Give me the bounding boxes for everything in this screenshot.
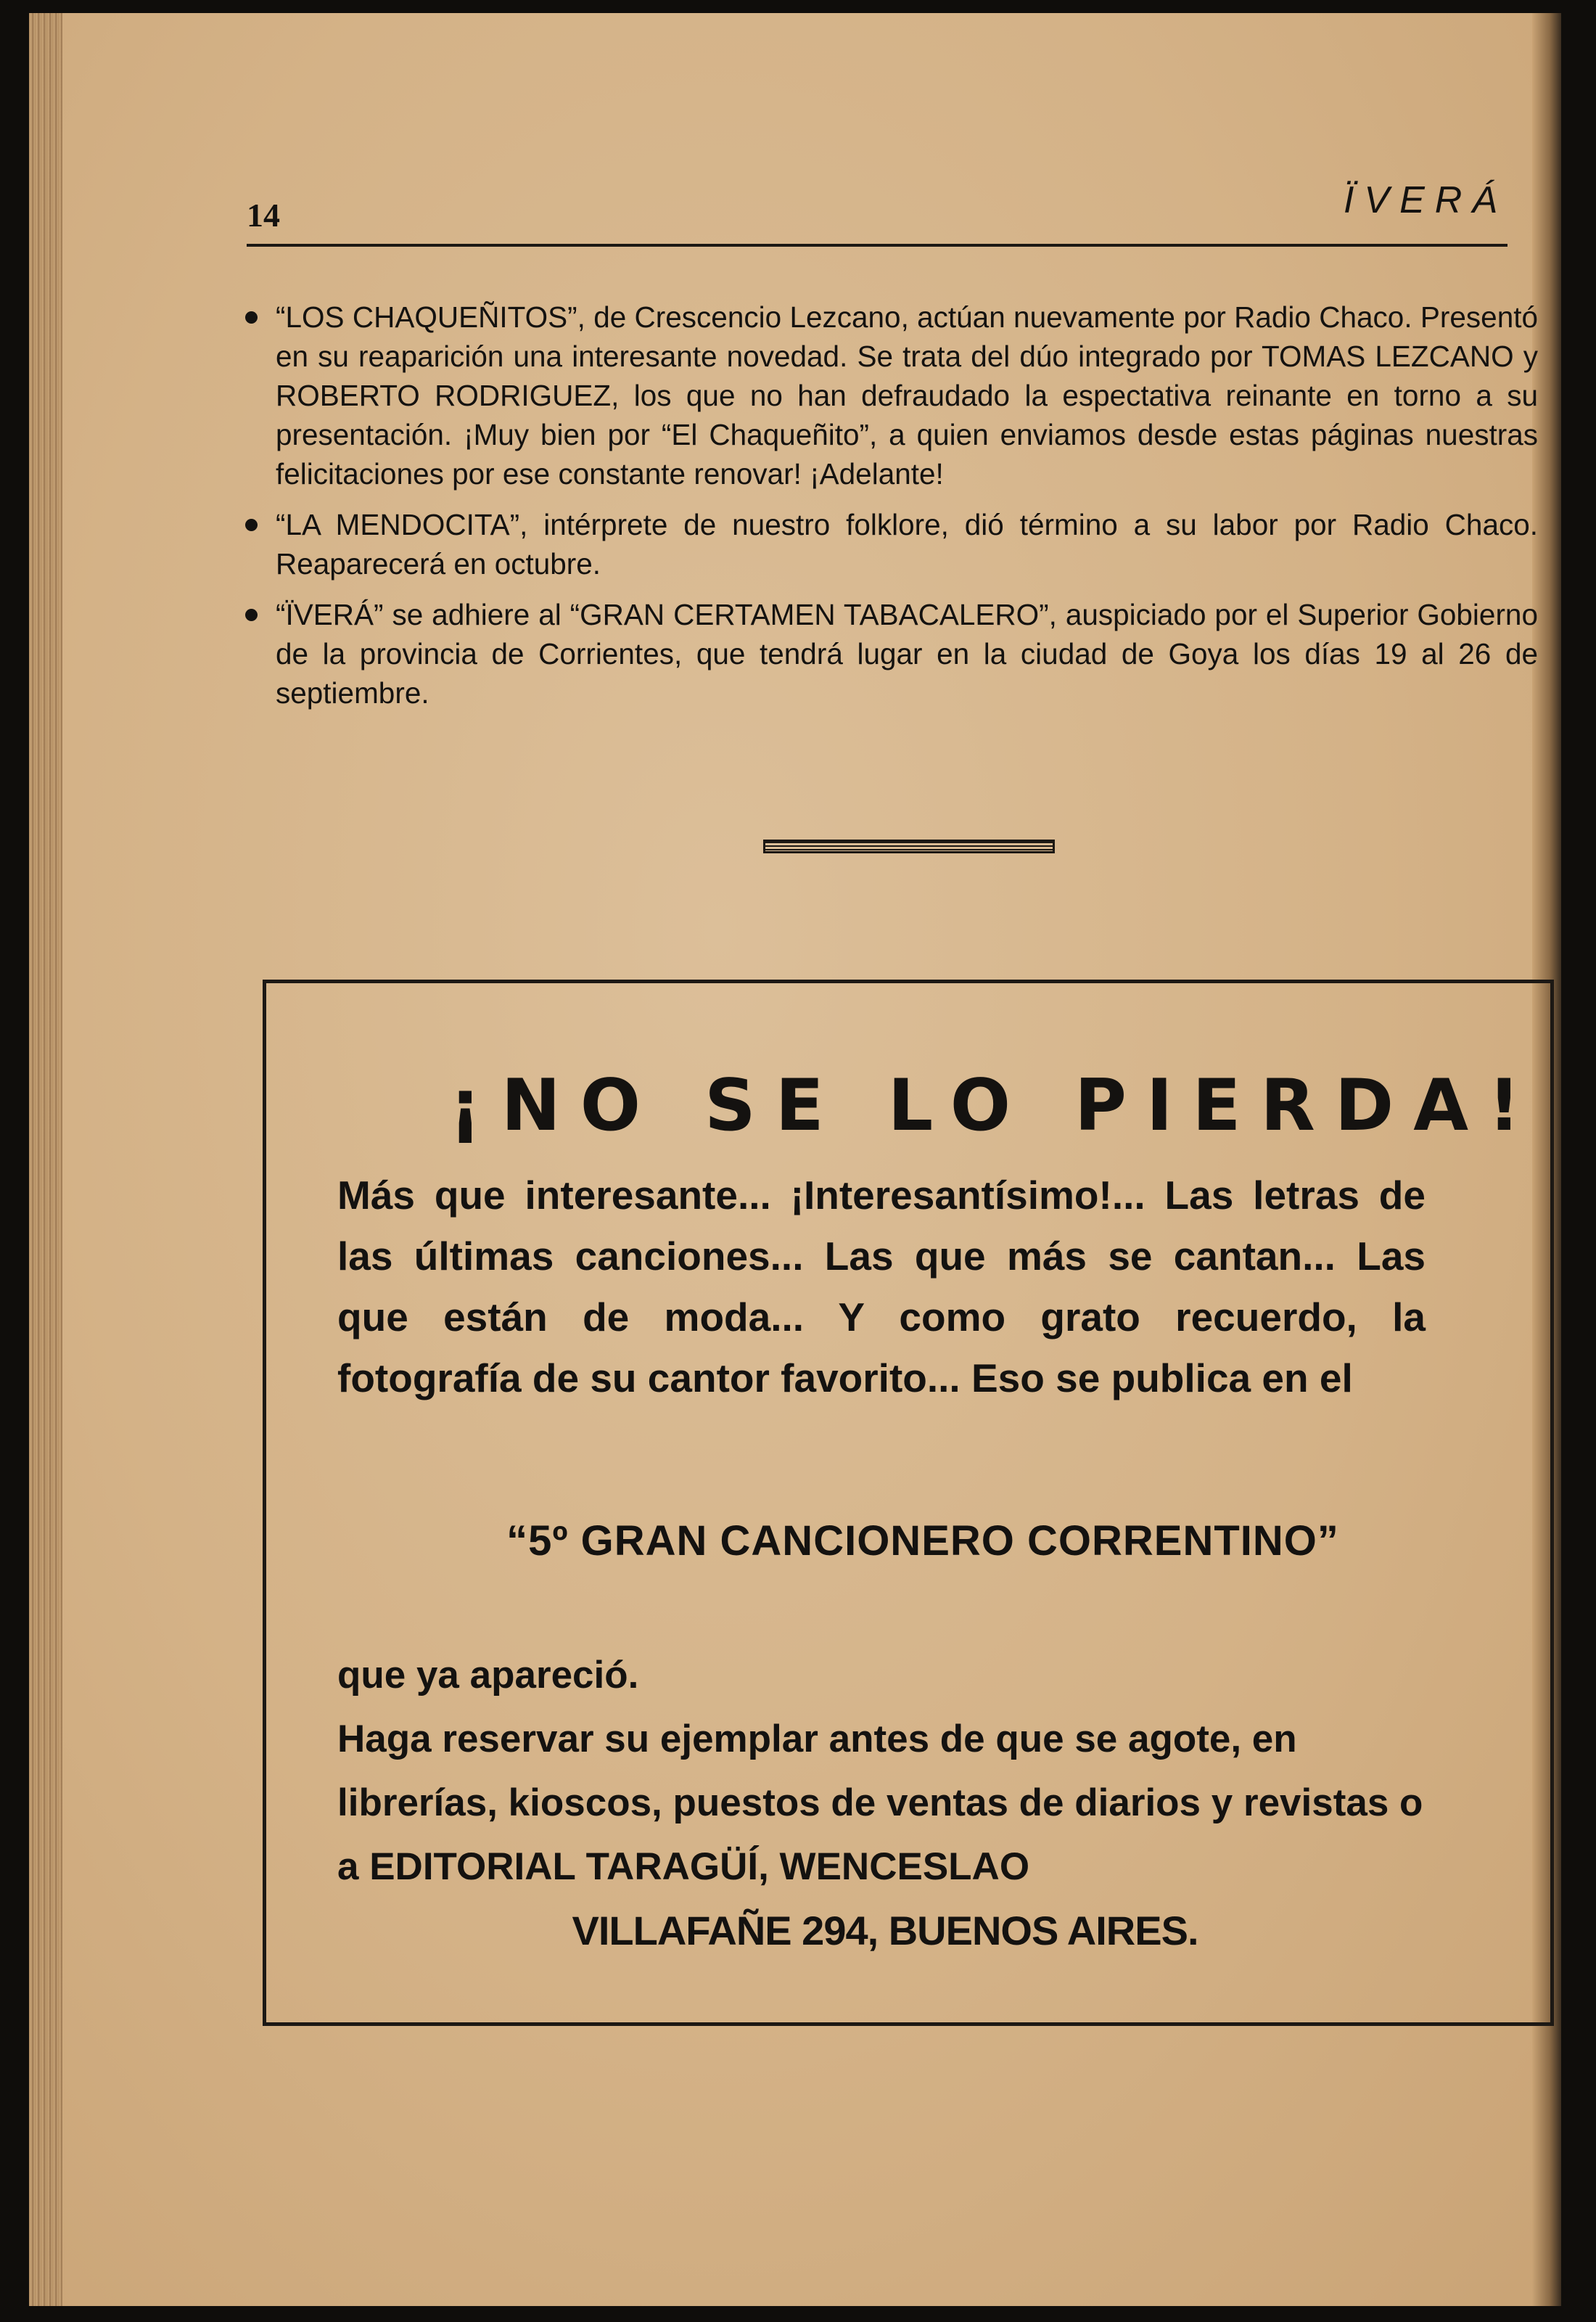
advertisement-box xyxy=(263,980,1554,2026)
news-item-text: “LA MENDOCITA”, intérprete de nuestro folklore, dió término a su labor por Radio Chaco. Reaparecerá en octubre. xyxy=(276,508,1538,580)
news-item xyxy=(276,298,1538,493)
bullet-icon xyxy=(245,519,258,531)
news-item xyxy=(276,505,1538,583)
ad-address: VILLAFAÑE 294, BUENOS AIRES. xyxy=(572,1908,1198,1953)
ad-line: que ya apareció. xyxy=(337,1654,639,1697)
page-number: 14 xyxy=(247,197,280,234)
running-head: ÏVERÁ xyxy=(1343,179,1507,221)
news-item-text: “LOS CHAQUEÑITOS”, de Crescencio Lezcano, actúan nuevamente por Radio Chaco. Presentó en su reaparición una interesante novedad. Se trata del dúo integrado por TOMAS LEZCANO y ROBERTO RODRIGUEZ, los que no han defraudado la espectativa reinante en torno a su presentación. ¡Muy bien por “El Chaqueñito”, a quien enviamos desde estas páginas nuestras felicitaciones por ese constante renovar! ¡Adelante! xyxy=(276,300,1538,491)
bullet-icon xyxy=(245,609,258,621)
section-separator xyxy=(763,840,1055,853)
ad-title: “5º GRAN CANCIONERO CORRENTINO” xyxy=(506,1517,1339,1564)
page-edge-left xyxy=(29,13,62,2306)
ad-body: Más que interesante... ¡Interesantísimo!... Las letras de las últimas canciones... Las que más se cantan... Las que están de moda... Y como grato recuerdo, la fotografía de su cantor favorito... Eso se publica en el xyxy=(337,1173,1426,1400)
ad-headline: ¡NO SE LO PIERDA! xyxy=(449,1064,1540,1147)
page-header xyxy=(247,179,1507,247)
news-list xyxy=(276,298,1538,724)
ad-line: Haga reservar su ejemplar antes de que se agote, en librerías, kioscos, puestos de ventas de diarios y revistas o a EDITORIAL TARAGÜÍ, WENCESLAO xyxy=(337,1718,1423,1888)
news-item xyxy=(276,595,1538,713)
magazine-page xyxy=(29,13,1561,2306)
bullet-icon xyxy=(245,311,258,324)
ad-footer xyxy=(337,1644,1433,1963)
news-item-text: “ÏVERÁ” se adhiere al “GRAN CERTAMEN TABACALERO”, auspiciado por el Superior Gobierno de la provincia de Corrientes, que tendrá lugar en la ciudad de Goya los días 19 al 26 de septiembre. xyxy=(276,598,1538,710)
